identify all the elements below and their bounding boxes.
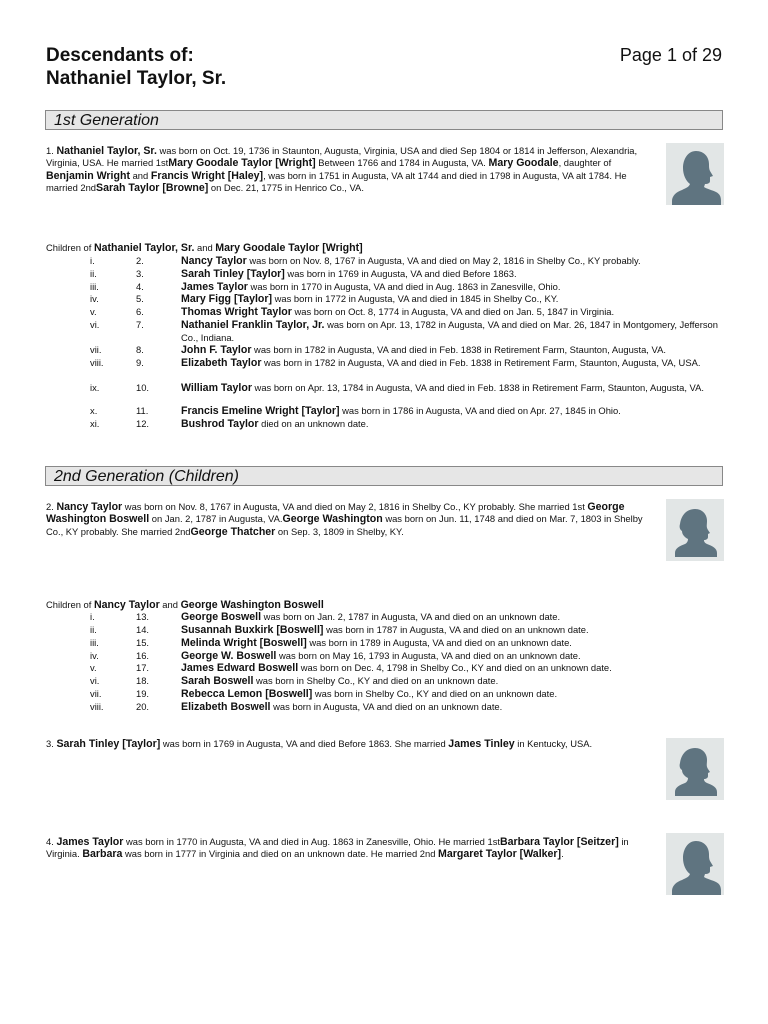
child-description: was born on Dec. 4, 1798 in Shelby Co., KY and died on an unknown date. [298,662,612,673]
female-silhouette-icon [666,738,724,800]
person-entry-2: 2. Nancy Taylor was born on Nov. 8, 1767 in Augusta, VA and died on May 2, 1816 in Shelby Co., KY probably. She married 1st George Washington Boswell on Jan. 2, 1787 in Augusta, VA.George Washington was born on Jun. 11, 1748 and died on Mar. 7, 1803 in Shelby Co., KY probably. She married 2ndGeorge Thatcher on Sep. 3, 1809 in Shelby, KY. [46,501,643,538]
generation-header-2: 2nd Generation (Children) [45,466,723,486]
female-silhouette-icon [666,499,724,561]
children-of-heading-1: Children of Nathaniel Taylor, Sr. and Mary Goodale Taylor [Wright] [46,242,363,254]
descendant-number: 16. [136,650,150,661]
child-name: George W. Boswell [181,650,277,662]
child-text [181,255,726,268]
descendant-number: 20. [136,701,150,712]
descendant-number: 13. [136,611,150,622]
title-line-2: Nathaniel Taylor, Sr. [46,68,227,89]
descendant-number: 10. [136,382,150,393]
mother-name: Francis Wright [Haley] [150,169,264,182]
page-number: Page 1 of 29 [619,45,722,65]
roman-numeral: v. [90,662,97,673]
child-name: Francis Emeline Wright [Taylor] [181,405,340,417]
child-description: was born in 1789 in Augusta, VA and died on an unknown date. [306,637,572,648]
roman-numeral: iv. [90,293,99,304]
generation-header-1: 1st Generation [45,110,723,130]
child-text [181,688,726,701]
child-description: was born on Apr. 13, 1784 in Augusta, VA and died in Feb. 1838 in Retirement Farm, Staunton, Augusta, VA. [251,382,704,393]
spouse-name: George Washington Boswell [46,501,625,526]
person-entry-3: 3. Sarah Tinley [Taylor] was born in 1769 in Augusta, VA and died Before 1863. She married James Tinley in Kentucky, USA. [46,738,593,750]
roman-numeral: iv. [90,650,99,661]
child-description: died on an unknown date. [258,418,369,429]
descendant-number: 18. [136,675,150,686]
child-description: was born in Shelby Co., KY and died on an unknown date. [312,688,558,699]
male-silhouette-icon [666,143,724,205]
child-text [181,405,726,418]
child-description: was born in 1769 in Augusta, VA and died Before 1863. [284,268,517,279]
spouse-name: Mary Goodale Taylor [Wright] [168,157,316,170]
descendant-number: 12. [136,418,150,429]
roman-numeral: ix. [90,382,100,393]
child-name: George Boswell [181,611,262,623]
person-name: Nathaniel Taylor, Sr. [56,145,157,157]
spouse-name: Margaret Taylor [Walker] [438,848,562,861]
descendant-number: 8. [136,344,144,355]
child-description: was born in 1770 in Augusta, VA and died in Aug. 1863 in Zanesville, Ohio. [247,281,561,292]
child-name: Elizabeth Taylor [181,357,262,369]
roman-numeral: iii. [90,637,99,648]
child-text [181,293,726,306]
roman-numeral: xi. [90,418,100,429]
roman-numeral: ii. [90,624,97,635]
descendant-number: 11. [136,405,149,416]
child-name: Susannah Buxkirk [Boswell] [181,624,324,636]
child-description: was born on Oct. 8, 1774 in Augusta, VA and died on Jan. 5, 1847 in Virginia. [291,306,615,317]
descendant-number: 5. [136,293,144,304]
child-text [181,624,726,637]
child-description: was born on May 16, 1793 in Augusta, VA and died on an unknown date. [276,650,581,661]
child-text [181,319,726,343]
title-line-1: Descendants of: [46,45,194,66]
child-text [181,357,726,370]
child-name: Melinda Wright [Boswell] [181,637,307,649]
roman-numeral: iii. [90,281,99,292]
descendant-number: 6. [136,306,144,317]
roman-numeral: vii. [90,688,102,699]
child-description: was born in Augusta, VA and died on an unknown date. [270,701,503,712]
spouse-name: Sarah Taylor [Browne] [96,182,209,195]
child-text [181,701,726,714]
child-description: was born on Jan. 2, 1787 in Augusta, VA and died on an unknown date. [261,611,561,622]
male-silhouette-icon [666,833,724,895]
child-text [181,306,726,319]
child-name: John F. Taylor [181,344,252,356]
child-name: Sarah Boswell [181,675,254,687]
child-text [181,611,726,624]
child-text [181,637,726,650]
roman-numeral: ii. [90,268,97,279]
child-text [181,650,726,663]
child-name: Sarah Tinley [Taylor] [181,268,285,280]
child-name: Nancy Taylor [181,255,247,267]
descendant-number: 4. [136,281,144,292]
child-text [181,344,726,357]
descendant-number: 15. [136,637,150,648]
descendant-number: 3. [136,268,144,279]
child-name: James Edward Boswell [181,662,299,674]
child-description: was born in 1782 in Augusta, VA and died in Feb. 1838 in Retirement Farm, Staunton, Augusta, VA, USA. [261,357,701,368]
roman-numeral: v. [90,306,97,317]
person-name: Nancy Taylor [56,501,123,513]
child-description: was born in 1782 in Augusta, VA and died in Feb. 1838 in Retirement Farm, Staunton, Augusta, VA. [251,344,666,355]
child-description: was born on Apr. 13, 1782 in Augusta, VA and died on Mar. 26, 1847 in Montgomery, Jefferson Co., Indiana. [181,319,718,343]
children-of-heading-2: Children of Nancy Taylor and George Washington Boswell [46,599,324,611]
descendant-number: 9. [136,357,144,368]
child-description: was born in 1786 in Augusta, VA and died on Apr. 27, 1845 in Ohio. [339,405,621,416]
child-name: James Taylor [181,281,248,293]
descendant-number: 19. [136,688,150,699]
father-name: Benjamin Wright [46,169,130,182]
person-name: James Taylor [56,836,124,848]
descendant-number: 17. [136,662,150,673]
roman-numeral: viii. [90,357,104,368]
child-name: Rebecca Lemon [Boswell] [181,688,313,700]
child-text [181,281,726,294]
roman-numeral: viii. [90,701,104,712]
person-name: Sarah Tinley [Taylor] [56,738,161,750]
roman-numeral: vii. [90,344,102,355]
roman-numeral: i. [90,611,95,622]
child-name: Thomas Wright Taylor [181,306,292,318]
person-entry-1: 1. Nathaniel Taylor, Sr. was born on Oct. 19, 1736 in Staunton, Augusta, Virginia, USA and died Sep 1804 or 1814 in Jefferson, Alexandria, Virginia, USA. He married 1stMary Goodale Taylor [Wright] Between 1766 and 1784 in Augusta, VA. Mary Goodale, daughter of Benjamin Wright and Francis Wright [Haley], was born in 1751 in Augusta, VA alt 1744 and died in 1798 in Augusta, VA alt 1784. He married 2ndSarah Taylor [Browne] on Dec. 21, 1775 in Henrico Co., VA. [46,145,638,195]
child-name: Mary Figg [Taylor] [181,293,273,305]
child-text [181,675,726,688]
child-description: was born in Shelby Co., KY and died on an unknown date. [253,675,499,686]
child-description: was born on Nov. 8, 1767 in Augusta, VA and died on May 2, 1816 in Shelby Co., KY probably. [246,255,641,266]
child-text [181,268,726,281]
document-title [46,44,226,90]
child-name: William Taylor [181,382,252,394]
spouse-name: George Thatcher [190,525,276,538]
roman-numeral: x. [90,405,98,416]
roman-numeral: vi. [90,319,100,330]
descendant-number: 14. [136,624,150,635]
child-text [181,662,726,675]
descendant-number: 2. [136,255,144,266]
child-description: was born in 1772 in Augusta, VA and died in 1845 in Shelby Co., KY. [272,293,559,304]
child-description: was born in 1787 in Augusta, VA and died on an unknown date. [323,624,589,635]
roman-numeral: vi. [90,675,100,686]
spouse-name: James Tinley [448,738,515,750]
child-name: Elizabeth Boswell [181,701,271,713]
child-name: Bushrod Taylor [181,418,259,430]
descendant-number: 7. [136,319,144,330]
spouse-name: Barbara Taylor [Seitzer] [500,836,619,848]
person-entry-4: 4. James Taylor was born in 1770 in Augusta, VA and died in Aug. 1863 in Zanesville, Ohio. He married 1stBarbara Taylor [Seitzer] in Virginia. Barbara was born in 1777 in Virginia and died on an unknown date. He married 2nd Margaret Taylor [Walker]. [46,836,629,861]
child-name: Nathaniel Franklin Taylor, Jr. [181,319,325,331]
roman-numeral: i. [90,255,95,266]
child-text [181,382,726,395]
child-text [181,418,726,431]
